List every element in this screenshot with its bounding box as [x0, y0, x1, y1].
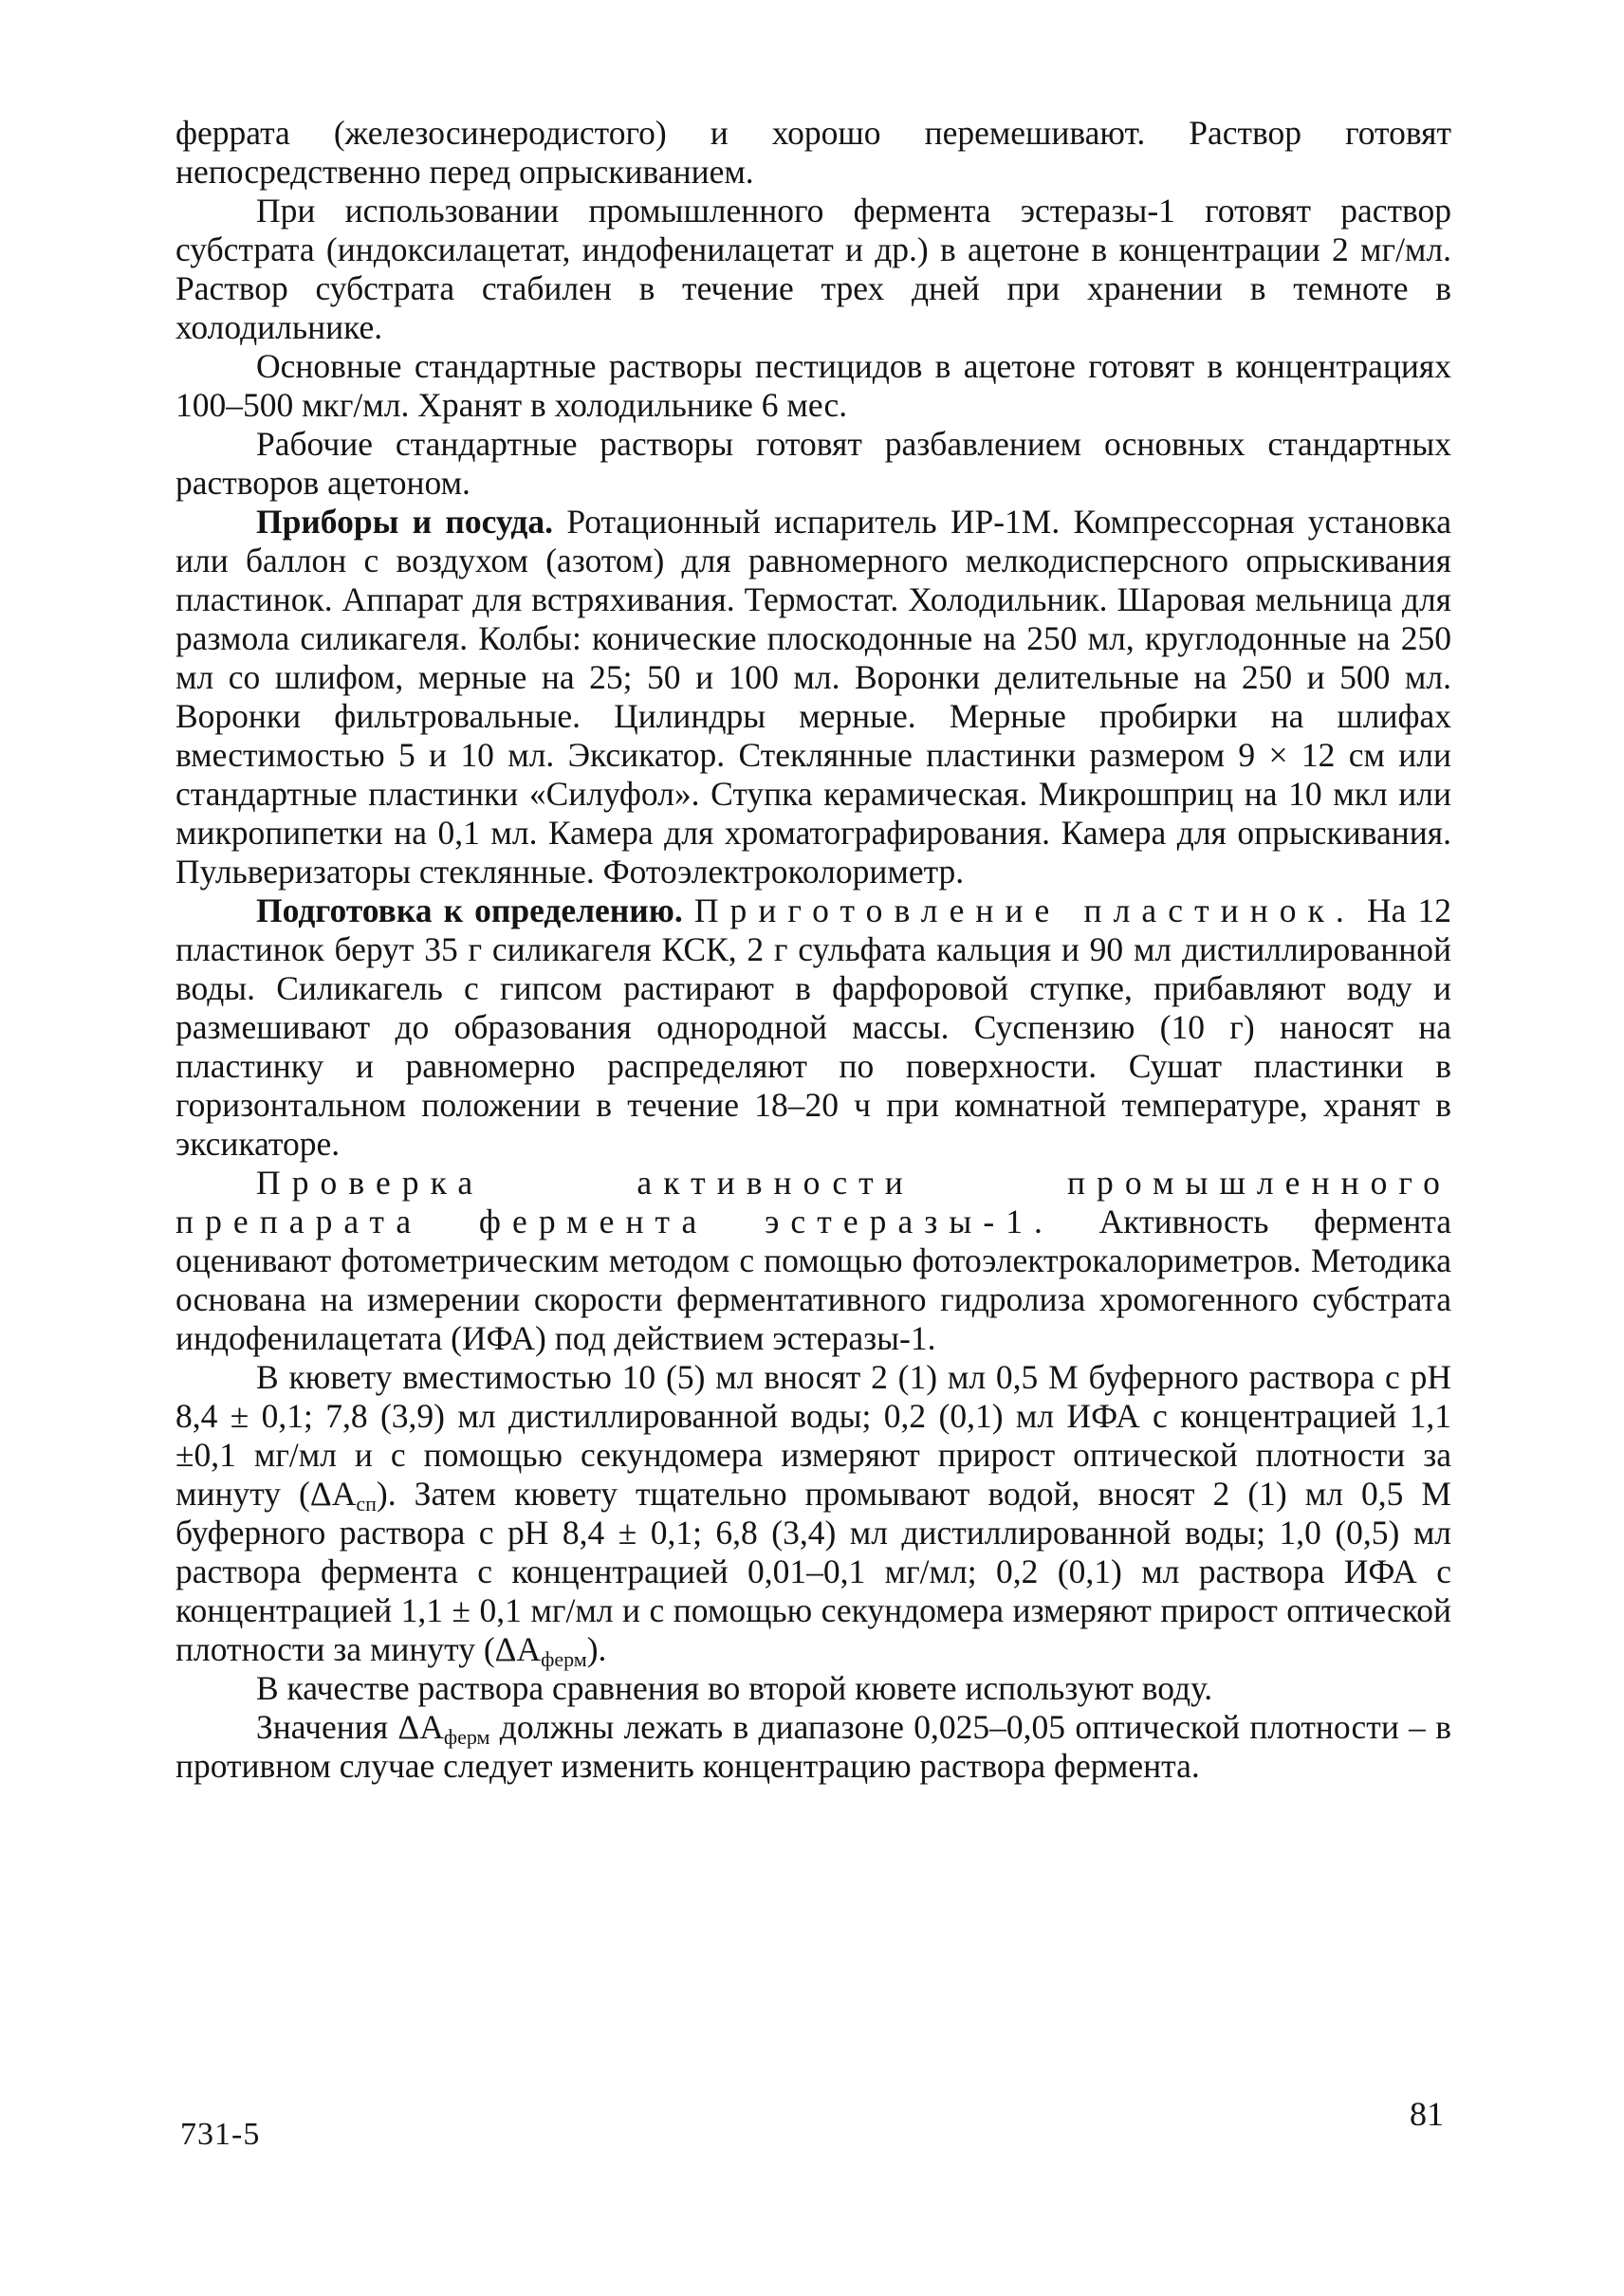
- paragraph-preparation: [175, 891, 1451, 1164]
- paragraph-activity-check: [175, 1164, 1451, 1358]
- paragraph: В качестве раствора сравнения во второй кювете используют воду.: [256, 1669, 1213, 1707]
- paragraph: феррата (железосинеродистого) и хорошо перемешивают. Раствор готовят непосредственно перед опрыскиванием.: [175, 114, 1451, 191]
- paragraph-text: Значения ΔA: [256, 1708, 444, 1746]
- paragraph-text: должны лежать в диапазоне 0,025–0,05 оптической плотности – в противном случае следует изменить концентрацию раствора фермента.: [175, 1708, 1451, 1785]
- subscript: сп: [356, 1492, 377, 1516]
- paragraph: Основные стандартные растворы пестицидов в ацетоне готовят в концентрациях 100–500 мкг/мл. Хранят в холодильнике 6 мес.: [175, 347, 1451, 424]
- subscript: ферм: [443, 1725, 490, 1750]
- paragraph-text: На 12 пластинок берут 35 г силикагеля КСК, 2 г сульфата кальция и 90 мл дистиллированной воды. Силикагель с гипсом растирают в фарфоровой ступке, прибавляют воду и размешивают до образования однородной массы. Суспензию (10 г) наносят на пластинку и равномерно распределяют по поверхности. Сушат пластинки в горизонтальном положении в течение 18–20 ч при комнатной температуре, хранят в эксикаторе.: [175, 891, 1451, 1163]
- paragraph-instruments: [175, 503, 1451, 891]
- paragraph-procedure: [175, 1358, 1451, 1672]
- footer-code: 731-5: [180, 2117, 261, 2152]
- paragraph-text: В кювету вместимостью 10 (5) мл вносят 2 (1) мл 0,5 М буферного раствора с pH 8,4 ± 0,1; 7,8 (3,9) мл дистиллированной воды; 0,2 (0,1) мл ИФА с концентрацией 1,1 ±0,1 мг/мл и с помощью секундомера измеряют прирост оптической плотности за минуту (ΔA: [175, 1358, 1451, 1513]
- paragraph-text: ).: [586, 1630, 607, 1668]
- paragraph-text: Активность фермента оценивают фотометрическим методом с помощью фотоэлектрокалориметров. Методика основана на измерении скорости ферментативного гидролиза хромогенного субстрата индофенилацетата (ИФА) под действием эстеразы-1.: [175, 1203, 1452, 1357]
- page-number: 81: [1410, 2095, 1444, 2133]
- page-body: [175, 114, 1451, 1786]
- paragraph-text: ). Затем кювету тщательно промывают водой, вносят 2 (1) мл 0,5 М буферного раствора с pH 8,4 ± 0,1; 6,8 (3,4) мл дистиллированной воды; 1,0 (0,5) мл раствора фермента с концентрацией 0,01–0,1 мг/мл; 0,2 (0,1) мл раствора ИФА с концентрацией 1,1 ± 0,1 мг/мл и с помощью секундомера измеряют прирост оптической плотности за минуту (ΔA: [175, 1475, 1451, 1668]
- subsection-heading: Проверка активности промышленного препарата фермента эстеразы-1.: [175, 1164, 1451, 1240]
- section-heading: Подготовка к определению.: [256, 891, 683, 929]
- paragraph-text: Ротационный испаритель ИР-1М. Компрессорная установка или баллон с воздухом (азотом) для равномерного мелкодисперсного опрыскивания пластинок. Аппарат для встряхивания. Термостат. Холодильник. Шаровая мельница для размола силикагеля. Колбы: конические плоскодонные на 250 мл, круглодонные на 250 мл со шлифом, мерные на 25; 50 и 100 мл. Воронки делительные на 250 и 500 мл. Воронки фильтровальные. Цилиндры мерные. Мерные пробирки на шлифах вместимостью 5 и 10 мл. Эксикатор. Стеклянные пластинки размером 9 × 12 см или стандартные пластинки «Силуфол». Ступка керамическая. Микрошприц на 10 мкл или микропипетки на 0,1 мл. Камера для хроматографирования. Камера для опрыскивания. Пульверизаторы стеклянные. Фотоэлектроколориметр.: [175, 503, 1451, 891]
- subsection-heading: Приготовление пластинок.: [693, 891, 1356, 929]
- paragraph-values: [175, 1708, 1451, 1786]
- section-heading: Приборы и посуда.: [256, 503, 553, 541]
- paragraph: При использовании промышленного фермента эстеразы-1 готовят раствор субстрата (индоксилацетат, индофенилацетат и др.) в ацетоне в концентрации 2 мг/мл. Раствор субстрата стабилен в течение трех дней при хранении в темноте в холодильнике.: [175, 192, 1451, 346]
- subscript: ферм: [541, 1647, 587, 1672]
- paragraph: Рабочие стандартные растворы готовят разбавлением основных стандартных растворов ацетоном.: [175, 425, 1451, 502]
